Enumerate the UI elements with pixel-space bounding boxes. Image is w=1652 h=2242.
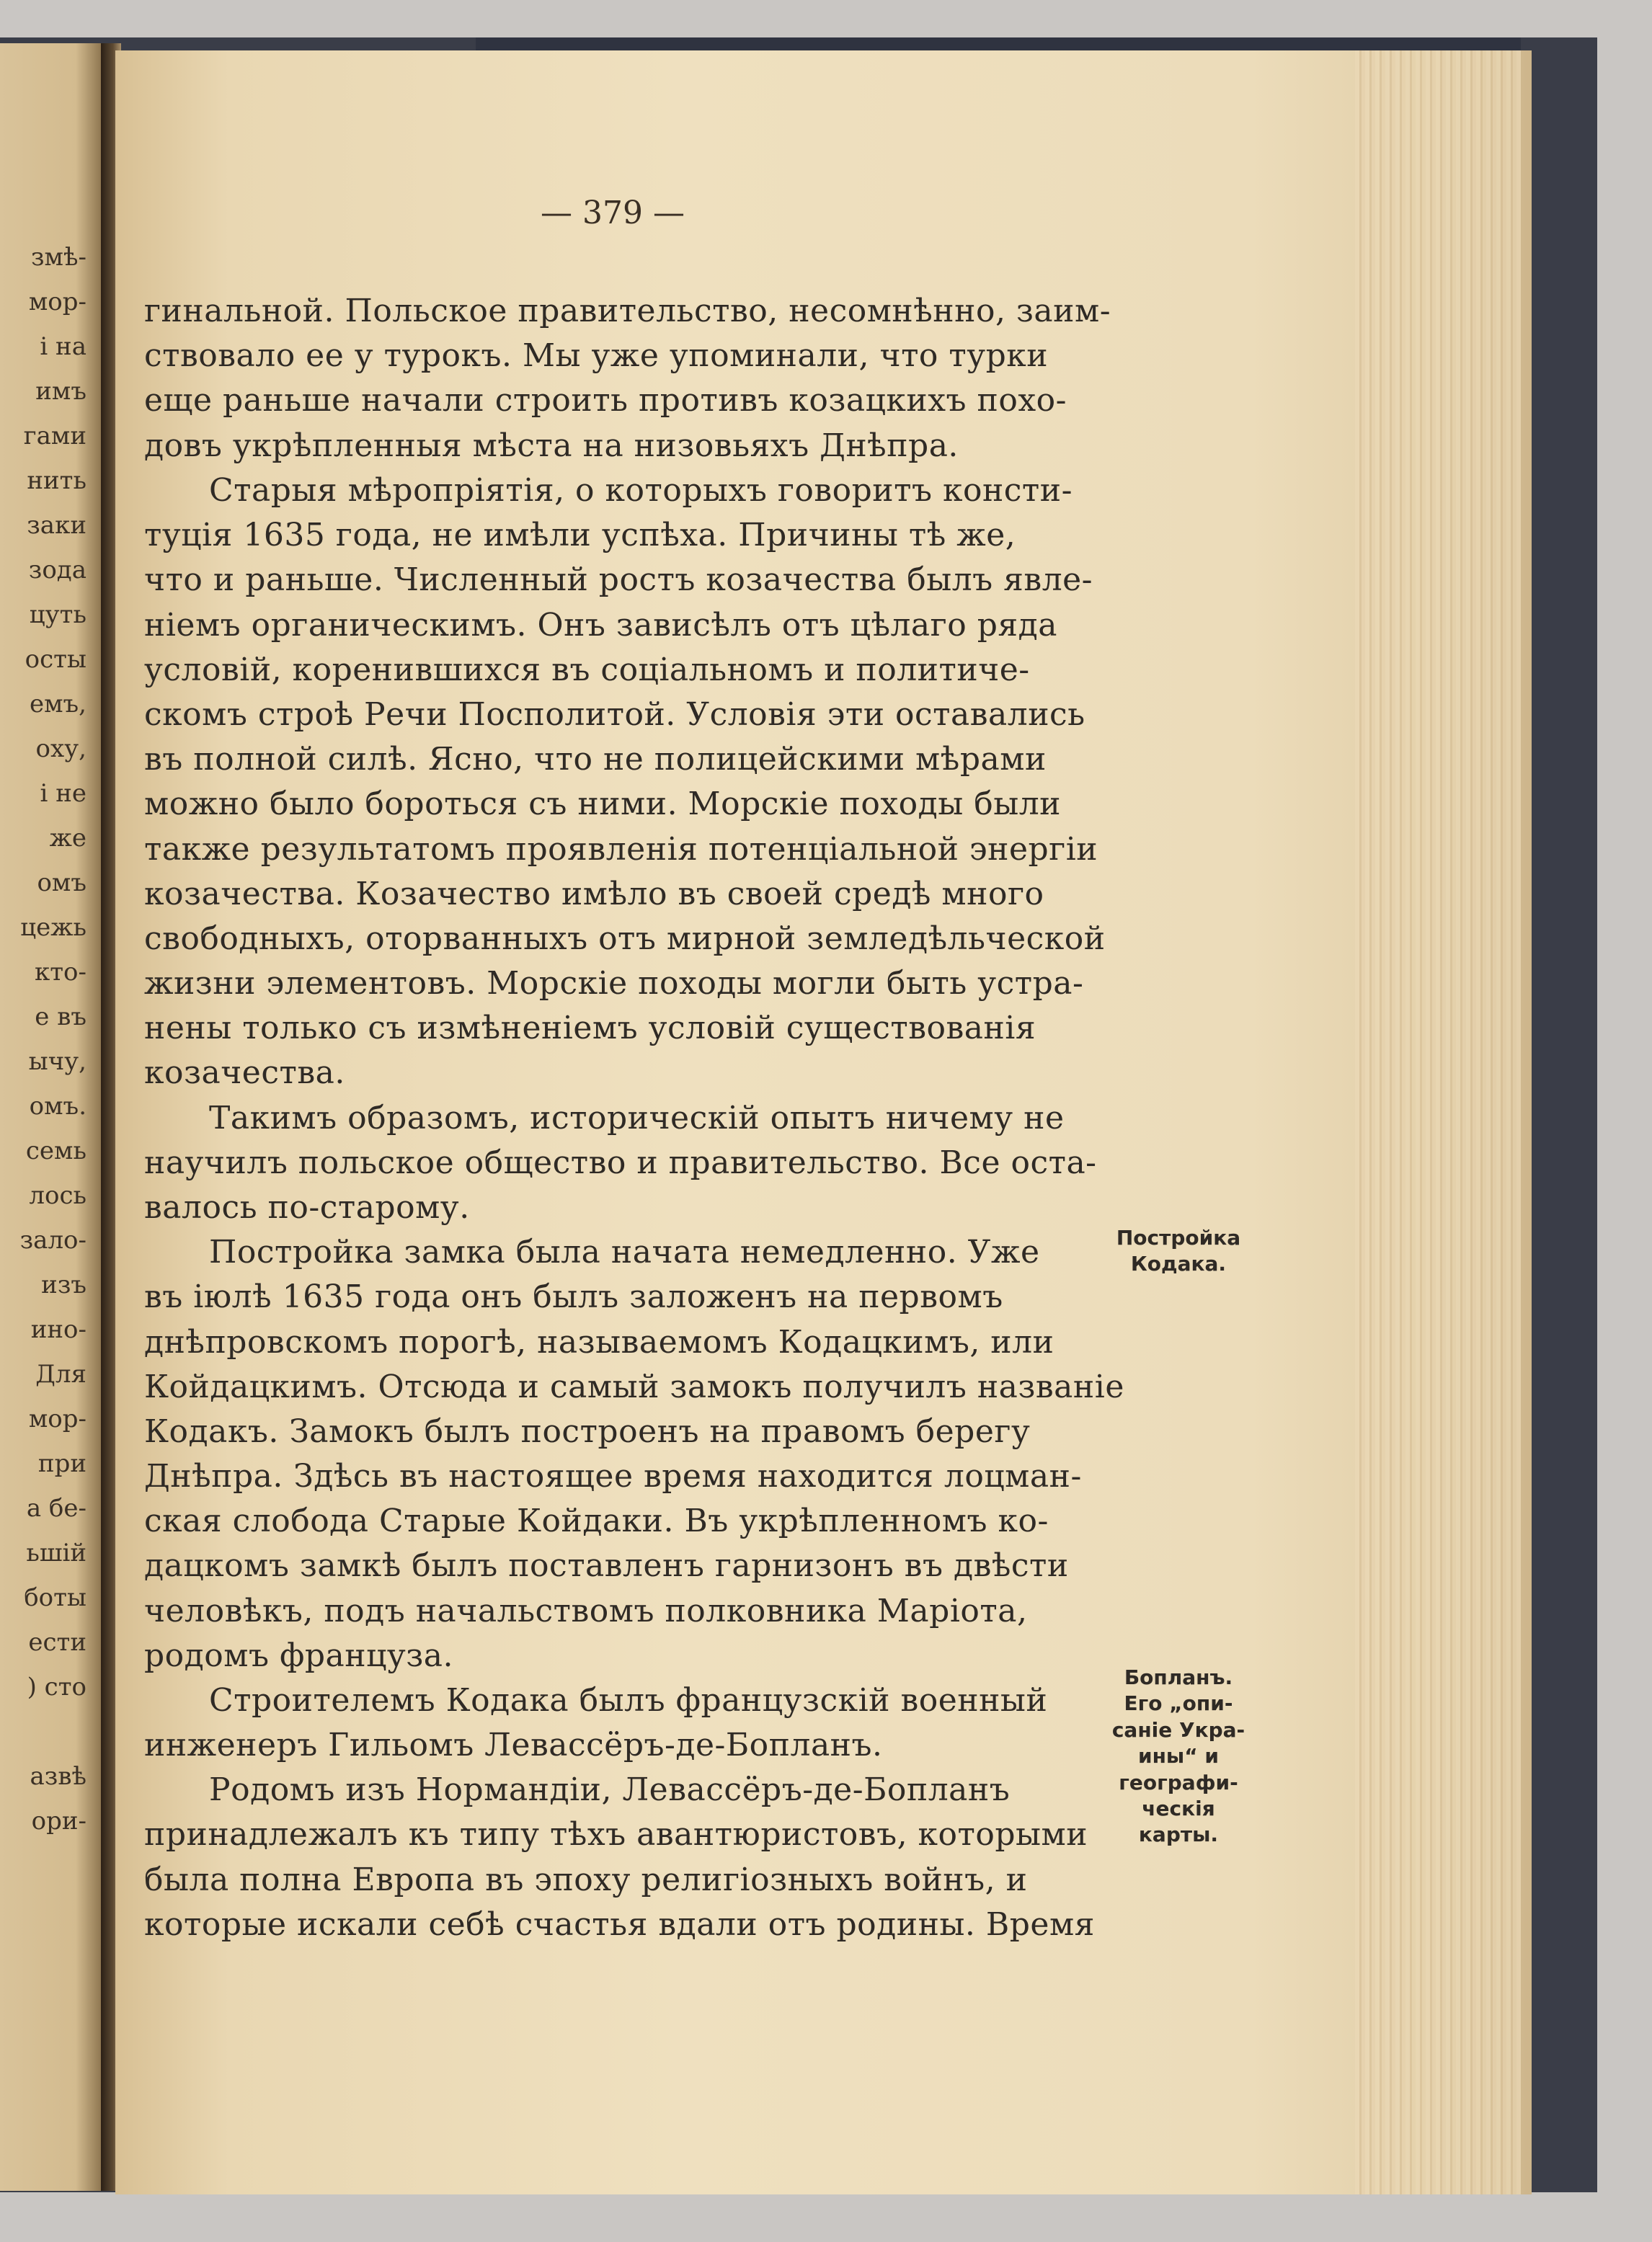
margin-note-line: Постройка: [1116, 1226, 1241, 1250]
left-page-fragment: изъ: [41, 1271, 86, 1299]
margin-note-line: саніе Укра-: [1111, 1717, 1245, 1742]
left-page-fragment: нить: [27, 466, 86, 495]
left-page-fragment: ычу,: [28, 1047, 86, 1076]
margin-note: [1106, 1225, 1251, 1278]
margin-note-line: ческія: [1142, 1796, 1215, 1820]
body-line: Постройка замка была начата немедленно. Уже: [209, 1234, 1040, 1271]
left-page-fragment: заки: [27, 511, 86, 540]
left-page-fragment: емъ,: [29, 690, 86, 719]
left-page-fragment: мор-: [28, 1405, 86, 1433]
body-line: принадлежалъ къ типу тѣхъ авантюристовъ, которыми: [144, 1816, 1088, 1853]
left-page-fragment: змѣ-: [31, 243, 86, 272]
body-line: которые искали себѣ счастья вдали отъ родины. Время: [144, 1906, 1095, 1943]
body-line: козачества. Козачество имѣло въ своей средѣ много: [144, 876, 1044, 912]
margin-note-line: Его „опи-: [1124, 1691, 1233, 1716]
body-line: свободныхъ, оторванныхъ отъ мирной земледѣльческой: [144, 920, 1106, 957]
body-line: родомъ француза.: [144, 1637, 454, 1674]
body-line: жизни элементовъ. Морскіе походы могли быть устра-: [144, 965, 1084, 1002]
page-number: — 379 —: [541, 195, 685, 231]
body-line: нены только съ измѣненіемъ условій существованія: [144, 1010, 1036, 1046]
margin-note-line: географи-: [1119, 1770, 1238, 1794]
left-page-edge: [0, 43, 108, 2191]
body-line: дацкомъ замкѣ былъ поставленъ гарнизонъ въ двѣсти: [144, 1547, 1069, 1584]
margin-note-line: Кодака.: [1130, 1252, 1227, 1276]
margin-note-line: ины“ и: [1137, 1744, 1220, 1769]
body-line: была полна Европа въ эпоху религіозныхъ войнъ, и: [144, 1861, 1028, 1898]
left-page-fragment: оху,: [35, 734, 86, 763]
left-page-fragment: при: [37, 1449, 86, 1478]
body-line: валось по-старому.: [144, 1189, 470, 1226]
margin-note: [1106, 1665, 1251, 1849]
body-line: научилъ польское общество и правительство. Все оста-: [144, 1144, 1097, 1181]
left-page-fragment: боты: [24, 1583, 86, 1612]
body-line: можно было бороться съ ними. Морскіе походы были: [144, 786, 1062, 822]
left-page-fragment: ести: [28, 1628, 86, 1657]
left-page-fragment: омъ.: [29, 1092, 86, 1121]
body-line: въ полной силѣ. Ясно, что не полицейскими мѣрами: [144, 741, 1047, 778]
body-line: что и раньше. Численный ростъ козачества былъ явле-: [144, 561, 1093, 598]
body-line: довъ укрѣпленныя мѣста на низовьяхъ Днѣпра.: [144, 427, 959, 464]
left-page-fragment: ) сто: [27, 1673, 86, 1701]
body-line: козачества.: [144, 1054, 345, 1091]
left-page-fragment: азвѣ: [30, 1762, 86, 1791]
left-page-fragment: цежь: [20, 913, 86, 942]
body-line: Родомъ изъ Нормандіи, Левассёръ-де-Бопланъ: [209, 1771, 1011, 1808]
left-page-fragment: инo-: [30, 1315, 86, 1344]
left-page-fragment: кто-: [34, 958, 86, 987]
body-line: Такимъ образомъ, историческій опытъ ничему не: [209, 1100, 1065, 1136]
body-line: условій, коренившихся въ соціальномъ и политиче-: [144, 651, 1030, 688]
left-page-fragment: мор-: [28, 288, 86, 316]
left-page-fragment: зало-: [19, 1226, 86, 1255]
body-line: инженеръ Гильомъ Левассёръ-де-Бопланъ.: [144, 1727, 883, 1763]
body-line: ская слобода Старые Койдаки. Въ укрѣпленномъ ко-: [144, 1503, 1049, 1539]
left-page-fragment: гами: [23, 422, 86, 450]
left-page-fragment: а бе-: [26, 1494, 86, 1523]
body-line: ствовало ее у турокъ. Мы уже упоминали, что турки: [144, 337, 1049, 374]
body-line: Кодакъ. Замокъ былъ построенъ на правомъ берегу: [144, 1413, 1031, 1450]
left-page-fragment: лось: [29, 1181, 86, 1210]
body-line: еще раньше начали строить противъ козацкихъ похо-: [144, 382, 1067, 419]
left-page-fragment: же: [49, 824, 86, 853]
margin-note-line: Бопланъ.: [1124, 1665, 1233, 1689]
body-line: гинальной. Польское правительство, несомнѣнно, заим-: [144, 293, 1111, 329]
left-page-fragment: цуть: [29, 600, 86, 629]
body-line: ніемъ органическимъ. Онъ зависѣлъ отъ цѣлаго ряда: [144, 607, 1057, 644]
body-line: Строителемъ Кодака былъ французскій военный: [209, 1682, 1048, 1719]
left-page-fragment: семь: [25, 1136, 86, 1165]
body-line: человѣкъ, подъ начальствомъ полковника Маріота,: [144, 1593, 1028, 1629]
body-line: Днѣпра. Здѣсь въ настоящее время находится лоцман-: [144, 1458, 1082, 1495]
body-line: днѣпровскомъ порогѣ, называемомъ Кодацкимъ, или: [144, 1324, 1054, 1361]
body-line: также результатомъ проявленія потенціальной энергіи: [144, 831, 1098, 868]
left-page-fragment: і не: [40, 779, 86, 808]
body-line: въ іюлѣ 1635 года онъ былъ заложенъ на первомъ: [144, 1278, 1003, 1315]
left-page-fragment: осты: [25, 645, 86, 674]
body-line: Койдацкимъ. Отсюда и самый замокъ получилъ названіе: [144, 1369, 1124, 1405]
left-page-fragment: ьшій: [26, 1539, 86, 1567]
margin-note-line: карты.: [1138, 1823, 1219, 1847]
left-page-fragment: Для: [35, 1360, 86, 1389]
left-page-fragment: омъ: [37, 868, 86, 897]
left-page-fragment: зода: [28, 556, 86, 584]
body-line: скомъ строѣ Речи Посполитой. Условія эти оставались: [144, 696, 1085, 733]
left-page-fragment: имъ: [35, 377, 86, 406]
body-line: туція 1635 года, не имѣли успѣха. Причины тѣ же,: [144, 517, 1016, 553]
left-page-fragment: ори-: [31, 1807, 86, 1836]
left-page-fragment: і на: [40, 332, 86, 361]
left-page-fragment: е въ: [35, 1002, 86, 1031]
page-edges: [1355, 50, 1521, 2194]
body-line: Старыя мѣропріятія, о которыхъ говоритъ консти-: [209, 472, 1073, 509]
